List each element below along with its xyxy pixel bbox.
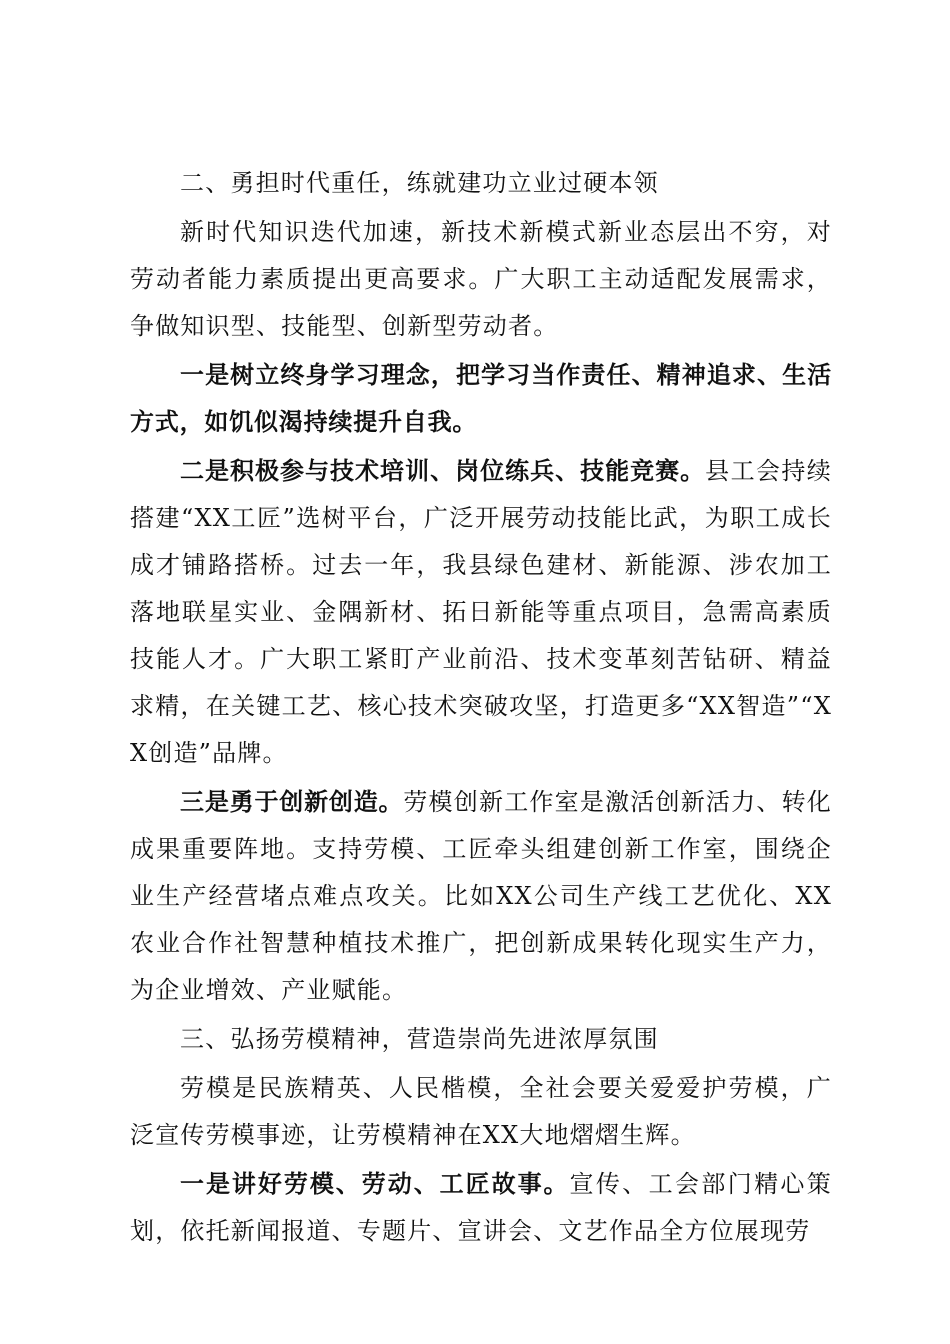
paragraph-section3-intro: 劳模是民族精英、人民楷模，全社会要关爱爱护劳模，广泛宣传劳模事迹，让劳模精神在XX大地熠熠生辉。 bbox=[130, 1074, 832, 1149]
body-text-section3-point1: 宣传、工会部门精心策划，依托新闻报道、专题片、宣讲会、文艺作品全方位展现劳 bbox=[130, 1170, 832, 1245]
bold-lead-section3-point1: 一是讲好劳模、劳动、工匠故事。 bbox=[180, 1170, 570, 1198]
bold-lead-point1: 一是树立终身学习理念，把学习当作责任、精神追求、生活方式，如饥似渴持续提升自我。 bbox=[130, 361, 832, 436]
paragraph-section2-intro: 新时代知识迭代加速，新技术新模式新业态层出不穷，对劳动者能力素质提出更高要求。广大职工主动适配发展需求，争做知识型、技能型、创新型劳动者。 bbox=[130, 218, 832, 340]
body-text-point3: 劳模创新工作室是激活创新活力、转化成果重要阵地。支持劳模、工匠牵头组建创新工作室，围绕企业生产经营堵点难点攻关。比如XX公司生产线工艺优化、XX农业合作社智慧种植技术推广，把创新成果转化现实生产力，为企业增效、产业赋能。 bbox=[130, 788, 832, 1004]
paragraph-section2-point3 bbox=[130, 779, 832, 1014]
paragraph-section2-point1 bbox=[130, 352, 832, 446]
paragraph-section3-point1 bbox=[130, 1161, 832, 1255]
section-heading-2: 二、勇担时代重任，练就建功立业过硬本领 bbox=[180, 169, 659, 197]
bold-lead-point3: 三是勇于创新创造。 bbox=[180, 788, 404, 816]
bold-lead-point2: 二是积极参与技术培训、岗位练兵、技能竞赛。 bbox=[180, 457, 706, 485]
section-heading-3: 三、弘扬劳模精神，营造崇尚先进浓厚氛围 bbox=[180, 1025, 659, 1053]
body-text-point2: 县工会持续搭建“XX工匠”选树平台，广泛开展劳动技能比武，为职工成长成才铺路搭桥。过去一年，我县绿色建材、新能源、涉农加工落地联星实业、金隅新材、拓日新能等重点项目，急需高素质技能人才。广大职工紧盯产业前沿、技术变革刻苦钻研、精益求精，在关键工艺、核心技术突破攻坚，打造更多“XX智造”“XX创造”品牌。 bbox=[130, 457, 832, 767]
paragraph-section2-point2 bbox=[130, 448, 832, 777]
document-body bbox=[130, 160, 832, 1257]
